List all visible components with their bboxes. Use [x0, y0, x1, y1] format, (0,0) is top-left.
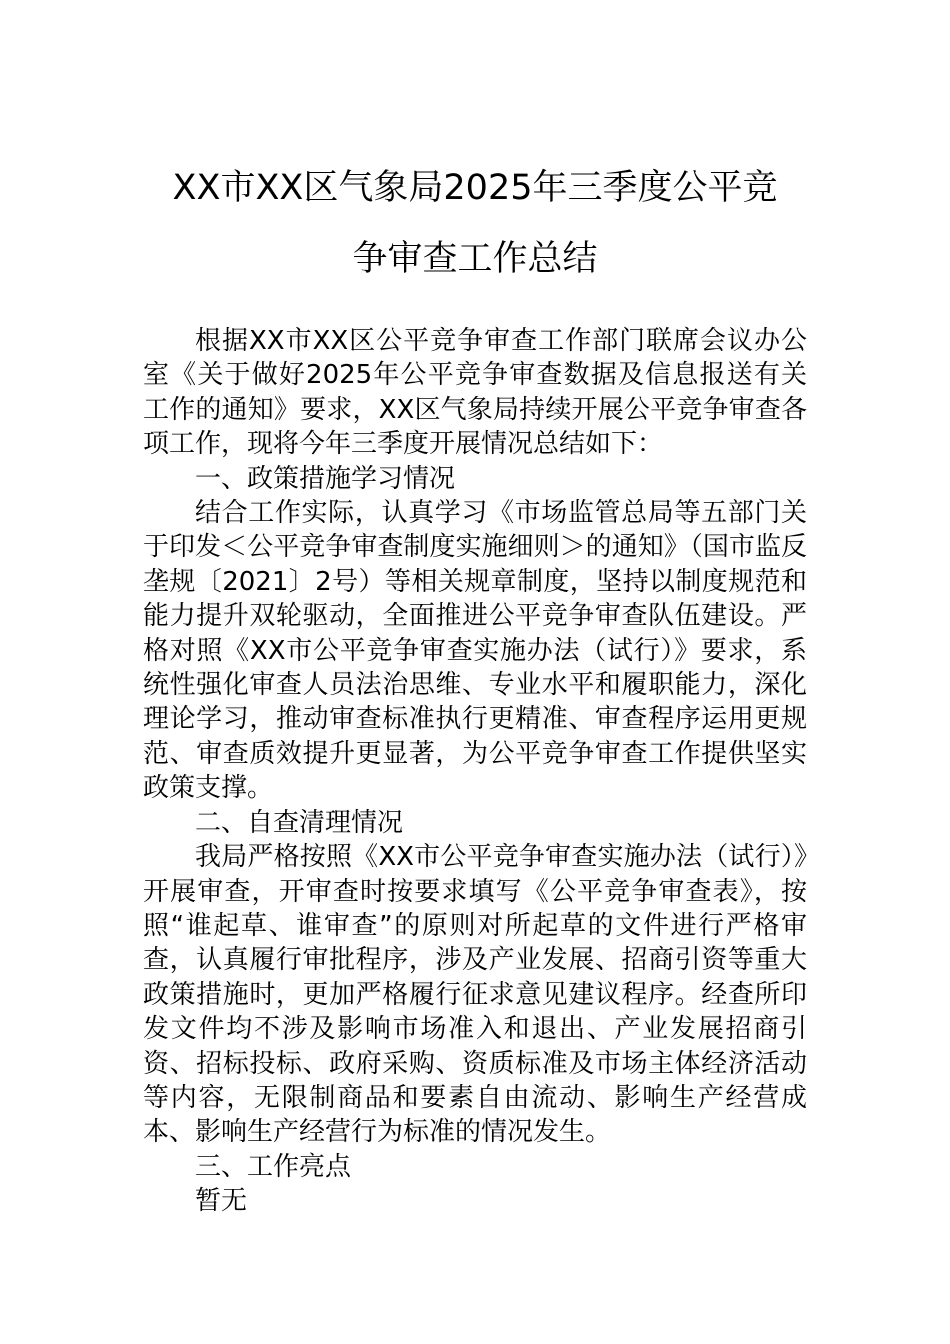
section-body-self-inspection: 我局严格按照《XX市公平竞争审查实施办法（试行）》开展审查，开审查时按要求填写《公平竞争审查表》，按照“谁起草、谁审查”的原则对所起草的文件进行严格审查，认真履行审批程序，涉及产业发展、招商引资等重大政策措施时，更加严格履行征求意见建议程序。经查所印发文件均不涉及影响市场准入和退出、产业发展招商引资、招标投标、政府采购、资质标准及市场主体经济活动等内容，无限制商品和要素自由流动、影响生产经营成本、影响生产经营行为标准的情况发生。	[143, 842, 807, 1148]
document-title-line-1: XX市XX区气象局2025年三季度公平竞	[172, 168, 778, 208]
section-heading-policy-study: 一、政策措施学习情况	[195, 463, 456, 494]
section-heading-highlights: 三、工作亮点	[195, 1151, 352, 1182]
document-body	[143, 324, 807, 1219]
section-body-highlights: 暂无	[195, 1186, 248, 1217]
section-body-policy-study: 结合工作实际，认真学习《市场监管总局等五部门关于印发＜公平竞争审查制度实施细则＞的通知》（国市监反垄规〔2021〕2号）等相关规章制度，坚持以制度规范和能力提升双轮驱动，全面推进公平竞争审查队伍建设。严格对照《XX市公平竞争审查实施办法（试行）》要求，系统性强化审查人员法治思维、专业水平和履职能力，深化理论学习，推动审查标准执行更精准、审查程序运用更规范、审查质效提升更显著，为公平竞争审查工作提供坚实政策支撑。	[143, 498, 807, 804]
document-title-line-2: 争审查工作总结	[352, 239, 598, 279]
section-heading-self-inspection: 二、自查清理情况	[195, 807, 404, 838]
intro-paragraph: 根据XX市XX区公平竞争审查工作部门联席会议办公室《关于做好2025年公平竞争审查数据及信息报送有关工作的通知》要求，XX区气象局持续开展公平竞争审查各项工作，现将今年三季度开展情况总结如下：	[143, 326, 807, 460]
